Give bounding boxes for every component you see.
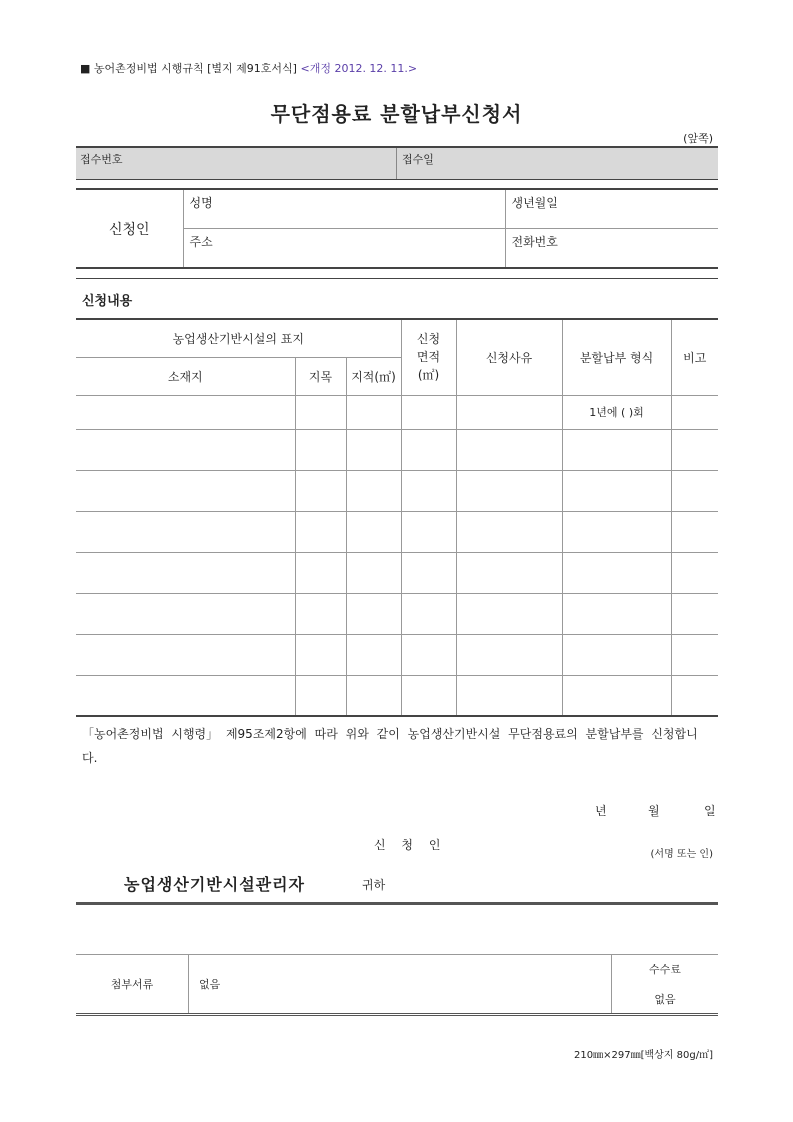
address-label: 주소 bbox=[189, 235, 213, 249]
lot-area-header: 지적(㎡) bbox=[346, 357, 401, 395]
fee-value: 없음 bbox=[654, 993, 676, 1006]
reason-cell[interactable] bbox=[456, 511, 562, 552]
attachments-value: 없음 bbox=[189, 955, 612, 1015]
recipient-name: 농업생산기반시설관리자 bbox=[124, 875, 306, 894]
location-cell[interactable] bbox=[76, 552, 295, 593]
attachments-table bbox=[76, 954, 718, 1016]
remarks-header: 비고 bbox=[671, 319, 718, 395]
table-row bbox=[76, 470, 718, 511]
land-category-cell[interactable] bbox=[295, 634, 346, 675]
land-category-cell[interactable] bbox=[295, 593, 346, 634]
installment-cell[interactable] bbox=[562, 593, 671, 634]
fee-label: 수수료 bbox=[649, 963, 681, 976]
location-cell[interactable] bbox=[76, 511, 295, 552]
reason-header: 신청사유 bbox=[456, 319, 562, 395]
divider-rule bbox=[76, 902, 718, 905]
remarks-cell[interactable] bbox=[671, 634, 718, 675]
land-category-cell[interactable] bbox=[295, 470, 346, 511]
receipt-bar bbox=[76, 146, 718, 180]
location-cell[interactable] bbox=[76, 470, 295, 511]
lot-area-cell[interactable] bbox=[346, 395, 401, 429]
fee-cell bbox=[612, 955, 719, 1015]
signature-applicant-label: 신 청 인 bbox=[374, 838, 447, 852]
name-field[interactable] bbox=[183, 189, 505, 229]
area-cell[interactable] bbox=[401, 395, 456, 429]
installment-cell[interactable] bbox=[562, 552, 671, 593]
area-cell[interactable] bbox=[401, 552, 456, 593]
area-cell[interactable] bbox=[401, 470, 456, 511]
land-category-cell[interactable] bbox=[295, 511, 346, 552]
area-cell[interactable] bbox=[401, 429, 456, 470]
side-label: (앞쪽) bbox=[683, 132, 713, 145]
table-row bbox=[76, 675, 718, 716]
applicant-table bbox=[76, 188, 718, 269]
name-label: 성명 bbox=[189, 196, 213, 210]
lot-area-cell[interactable] bbox=[346, 552, 401, 593]
area-cell[interactable] bbox=[401, 675, 456, 716]
lot-area-cell[interactable] bbox=[346, 593, 401, 634]
area-cell[interactable] bbox=[401, 593, 456, 634]
reason-cell[interactable] bbox=[456, 634, 562, 675]
attachments-label: 첨부서류 bbox=[76, 955, 189, 1015]
area-header: 신청 면적 (㎡) bbox=[401, 319, 456, 395]
section-divider bbox=[76, 278, 718, 319]
lot-area-cell[interactable] bbox=[346, 470, 401, 511]
location-cell[interactable] bbox=[76, 675, 295, 716]
reason-cell[interactable] bbox=[456, 593, 562, 634]
reason-cell[interactable] bbox=[456, 470, 562, 511]
receipt-divider bbox=[396, 148, 397, 179]
area-cell[interactable] bbox=[401, 511, 456, 552]
phone-label: 전화번호 bbox=[511, 235, 558, 249]
table-row bbox=[76, 593, 718, 634]
table-row bbox=[76, 395, 718, 429]
birth-label: 생년월일 bbox=[511, 196, 558, 210]
reason-cell[interactable] bbox=[456, 395, 562, 429]
table-row bbox=[76, 634, 718, 675]
page-title: 무단점용료 분할납부신청서 bbox=[270, 102, 523, 126]
installment-cell[interactable] bbox=[562, 470, 671, 511]
installment-cell[interactable] bbox=[562, 634, 671, 675]
phone-field[interactable] bbox=[505, 229, 718, 269]
birth-field[interactable] bbox=[505, 189, 718, 229]
remarks-cell[interactable] bbox=[671, 511, 718, 552]
installment-cell[interactable] bbox=[562, 429, 671, 470]
remarks-cell[interactable] bbox=[671, 470, 718, 511]
installment-cell[interactable] bbox=[562, 675, 671, 716]
land-category-header: 지목 bbox=[295, 357, 346, 395]
location-cell[interactable] bbox=[76, 395, 295, 429]
land-category-cell[interactable] bbox=[295, 552, 346, 593]
table-row bbox=[76, 511, 718, 552]
remarks-cell[interactable] bbox=[671, 675, 718, 716]
remarks-cell[interactable] bbox=[671, 552, 718, 593]
date-month-label: 월 bbox=[648, 804, 660, 818]
date-year-label: 년 bbox=[595, 804, 607, 818]
receipt-number-label: 접수번호 bbox=[80, 153, 123, 166]
content-table bbox=[76, 318, 718, 717]
land-category-cell[interactable] bbox=[295, 395, 346, 429]
reason-cell[interactable] bbox=[456, 429, 562, 470]
form-ref-text: ■ 농어촌정비법 시행규칙 [별지 제91호서식] bbox=[80, 62, 297, 75]
location-cell[interactable] bbox=[76, 593, 295, 634]
revision-text: <개정 2012. 12. 11.> bbox=[300, 62, 418, 75]
date-day-label: 일 bbox=[704, 804, 716, 818]
table-row bbox=[76, 429, 718, 470]
remarks-cell[interactable] bbox=[671, 593, 718, 634]
remarks-cell[interactable] bbox=[671, 429, 718, 470]
land-category-cell[interactable] bbox=[295, 429, 346, 470]
reason-cell[interactable] bbox=[456, 675, 562, 716]
remarks-cell[interactable] bbox=[671, 395, 718, 429]
paper-spec: 210㎜×297㎜[백상지 80g/㎡] bbox=[574, 1050, 713, 1061]
section-title: 신청내용 bbox=[82, 294, 133, 309]
installment-cell[interactable] bbox=[562, 511, 671, 552]
installment-cell[interactable]: 1년에 ( )회 bbox=[562, 395, 671, 429]
land-category-cell[interactable] bbox=[295, 675, 346, 716]
lot-area-cell[interactable] bbox=[346, 429, 401, 470]
installment-header: 분할납부 형식 bbox=[562, 319, 671, 395]
location-header: 소재지 bbox=[76, 357, 295, 395]
facility-group-header: 농업생산기반시설의 표지 bbox=[76, 319, 401, 357]
reason-cell[interactable] bbox=[456, 552, 562, 593]
area-cell[interactable] bbox=[401, 634, 456, 675]
signature-note: (서명 또는 인) bbox=[650, 849, 713, 860]
table-row bbox=[76, 552, 718, 593]
lot-area-cell[interactable] bbox=[346, 675, 401, 716]
form-reference bbox=[80, 60, 417, 76]
applicant-label: 신청인 bbox=[76, 189, 183, 268]
location-cell[interactable] bbox=[76, 429, 295, 470]
location-cell[interactable] bbox=[76, 634, 295, 675]
lot-area-cell[interactable] bbox=[346, 511, 401, 552]
address-field[interactable] bbox=[183, 229, 505, 269]
lot-area-cell[interactable] bbox=[346, 634, 401, 675]
receipt-date-label: 접수일 bbox=[402, 153, 434, 166]
application-statement: 「농어촌정비법 시행령」 제95조제2항에 따라 위와 같이 농업생산기반시설 무단점용료의 분할납부를 신청합니다. bbox=[82, 727, 698, 765]
recipient-honorific: 귀하 bbox=[362, 878, 386, 892]
